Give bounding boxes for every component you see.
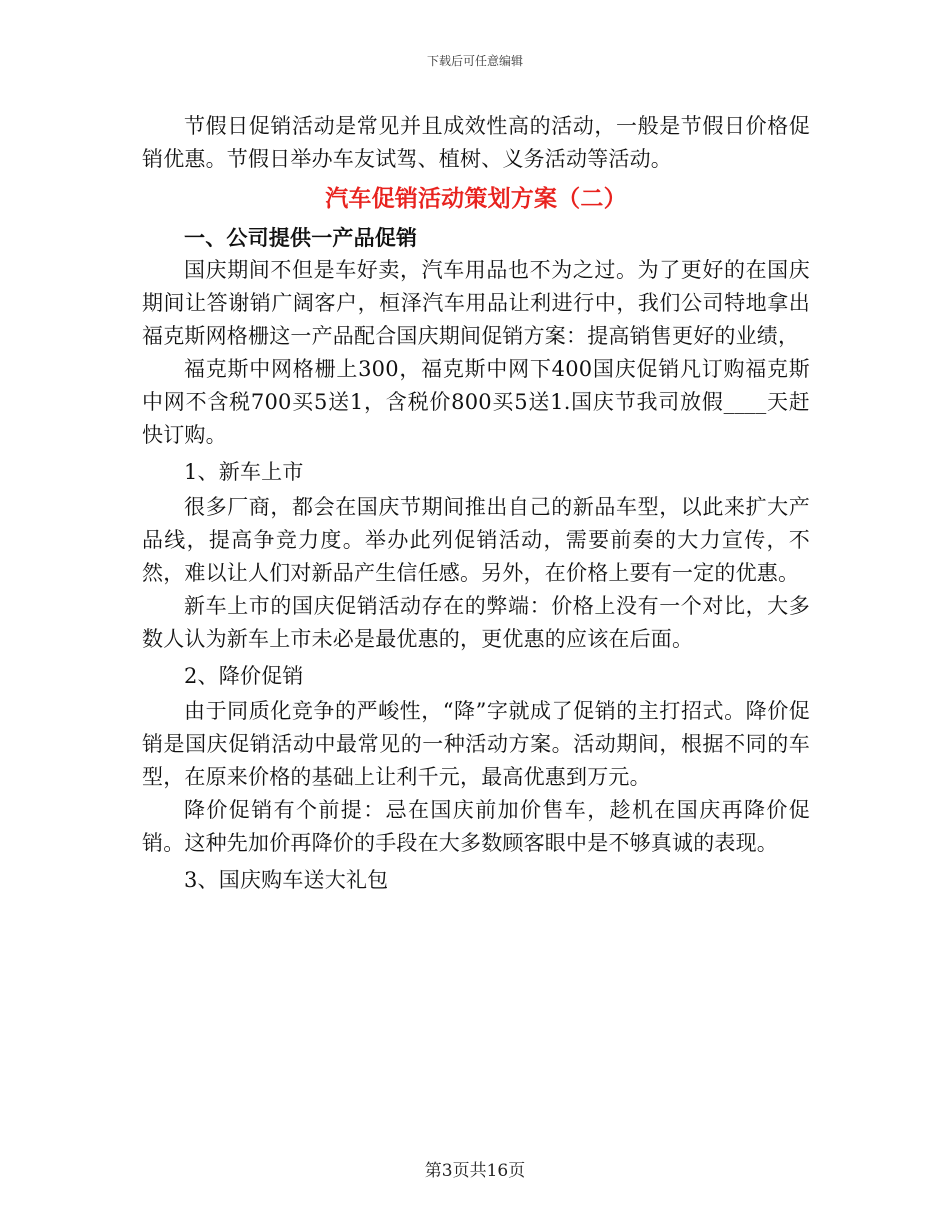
intro-paragraph: 节假日促销活动是常见并且成效性高的活动，一般是节假日价格促销优惠。节假日举办车友试驾、植树、义务活动等活动。 (142, 114, 810, 171)
document-body (142, 110, 810, 899)
paragraph: 很多厂商，都会在国庆节期间推出自己的新品车型，以此来扩大产品线，提高争竞力度。举办此列促销活动，需要前奏的大力宣传，不然，难以让人们对新品产生信任感。另外，在价格上要有一定的优惠。 (142, 495, 810, 585)
paragraph: 国庆期间不但是车好卖，汽车用品也不为之过。为了更好的在国庆期间让答谢销广阔客户，桓泽汽车用品让利进行中，我们公司特地拿出福克斯网格栅这一产品配合国庆期间促销方案：提高销售更好的业绩， (142, 258, 810, 348)
paragraph: 福克斯中网格栅上300，福克斯中网下400国庆促销凡订购福克斯中网不含税700买5送1，含税价800买5送1.国庆节我司放假____天赶快订购。 (142, 357, 810, 447)
paragraph: 由于同质化竞争的严峻性，“降”字就成了促销的主打招式。降价促销是国庆促销活动中最常见的一种活动方案。活动期间，根据不同的车型，在原来价格的基础上让利千元，最高优惠到万元。 (142, 699, 810, 789)
page-header: 下载后可任意编辑 (426, 54, 523, 68)
paragraph: 降价促销有个前提：忌在国庆前加价售车，趁机在国庆再降价促销。这种先加价再降价的手段在大多数顾客眼中是不够真诚的表现。 (142, 798, 810, 855)
section-heading: 一、公司提供一产品促销 (184, 225, 418, 250)
document-title: 汽车促销活动策划方案（二） (325, 185, 627, 212)
list-item-heading: 2、降价促销 (184, 664, 304, 688)
list-item-heading: 1、新车上市 (184, 460, 304, 484)
paragraph: 新车上市的国庆促销活动存在的弊端：价格上没有一个对比，大多数人认为新车上市未必是最优惠的，更优惠的应该在后面。 (142, 594, 810, 651)
page-footer: 第3页共16页 (424, 1161, 526, 1181)
list-item-heading: 3、国庆购车送大礼包 (184, 868, 389, 892)
